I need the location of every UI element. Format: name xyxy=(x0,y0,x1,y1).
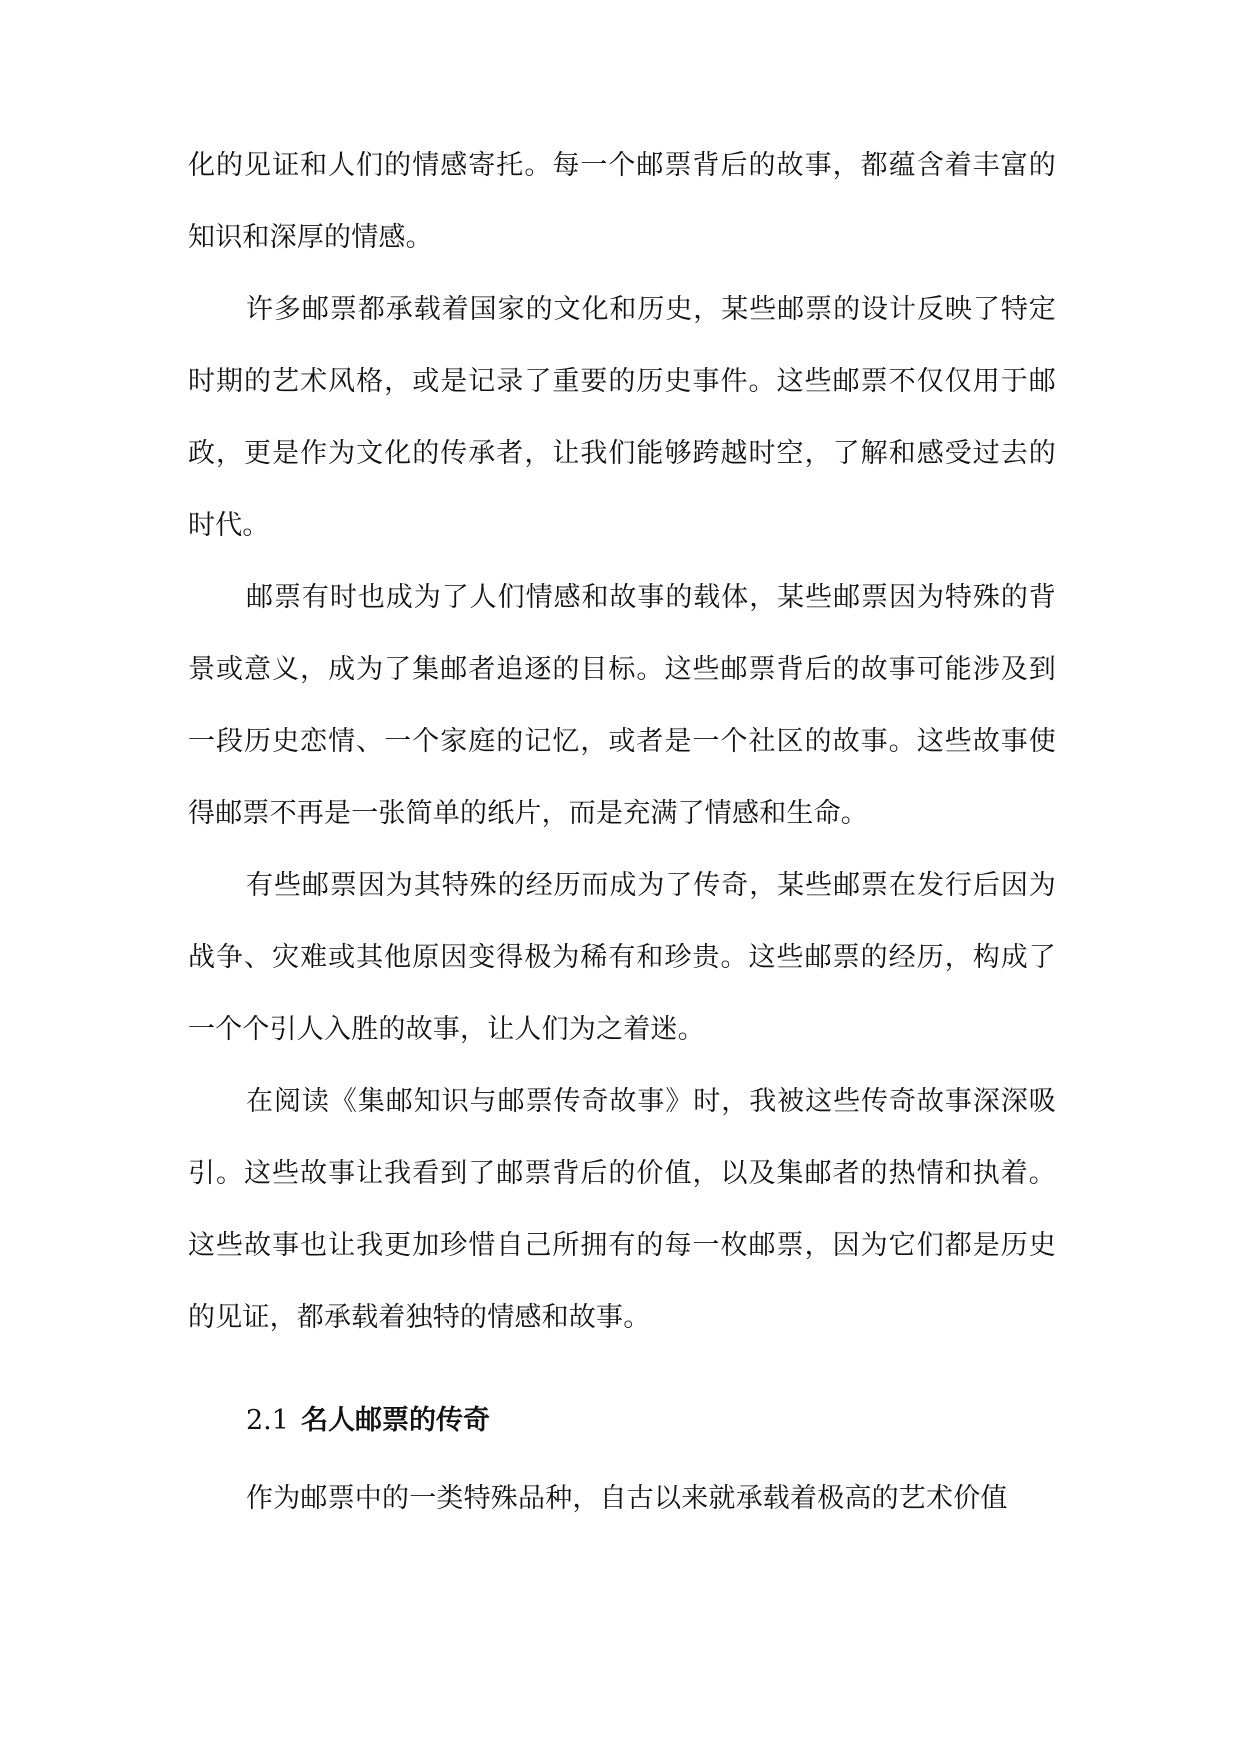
body-paragraph: 作为邮票中的一类特殊品种，自古以来就承载着极高的艺术价值 xyxy=(246,1483,1008,1514)
document-page xyxy=(188,130,1056,1535)
body-paragraph: 邮票有时也成为了人们情感和故事的载体，某些邮票因为特殊的背景或意义，成为了集邮者追逐的目标。这些邮票背后的故事可能涉及到一段历史恋情、一个家庭的记忆，或者是一个社区的故事。这些故事使得邮票不再是一张简单的纸片，而是充满了情感和生命。 xyxy=(188,582,1056,829)
body-paragraph: 在阅读《集邮知识与邮票传奇故事》时，我被这些传奇故事深深吸引。这些故事让我看到了邮票背后的价值，以及集邮者的热情和执着。这些故事也让我更加珍惜自己所拥有的每一枚邮票，因为它们都是历史的见证，都承载着独特的情感和故事。 xyxy=(188,1086,1056,1333)
body-paragraph: 有些邮票因为其特殊的经历而成为了传奇，某些邮票在发行后因为战争、灾难或其他原因变得极为稀有和珍贵。这些邮票的经历，构成了一个个引人入胜的故事，让人们为之着迷。 xyxy=(188,870,1056,1045)
section-heading xyxy=(188,1385,1056,1457)
body-paragraph: 许多邮票都承载着国家的文化和历史，某些邮票的设计反映了特定时期的艺术风格，或是记录了重要的历史事件。这些邮票不仅仅用于邮政，更是作为文化的传承者，让我们能够跨越时空，了解和感受过去的时代。 xyxy=(188,294,1056,541)
section-number: 2.1 xyxy=(246,1405,289,1436)
section-title: 名人邮票的传奇 xyxy=(300,1405,490,1436)
body-paragraph: 化的见证和人们的情感寄托。每一个邮票背后的故事，都蕴含着丰富的知识和深厚的情感。 xyxy=(188,150,1056,253)
